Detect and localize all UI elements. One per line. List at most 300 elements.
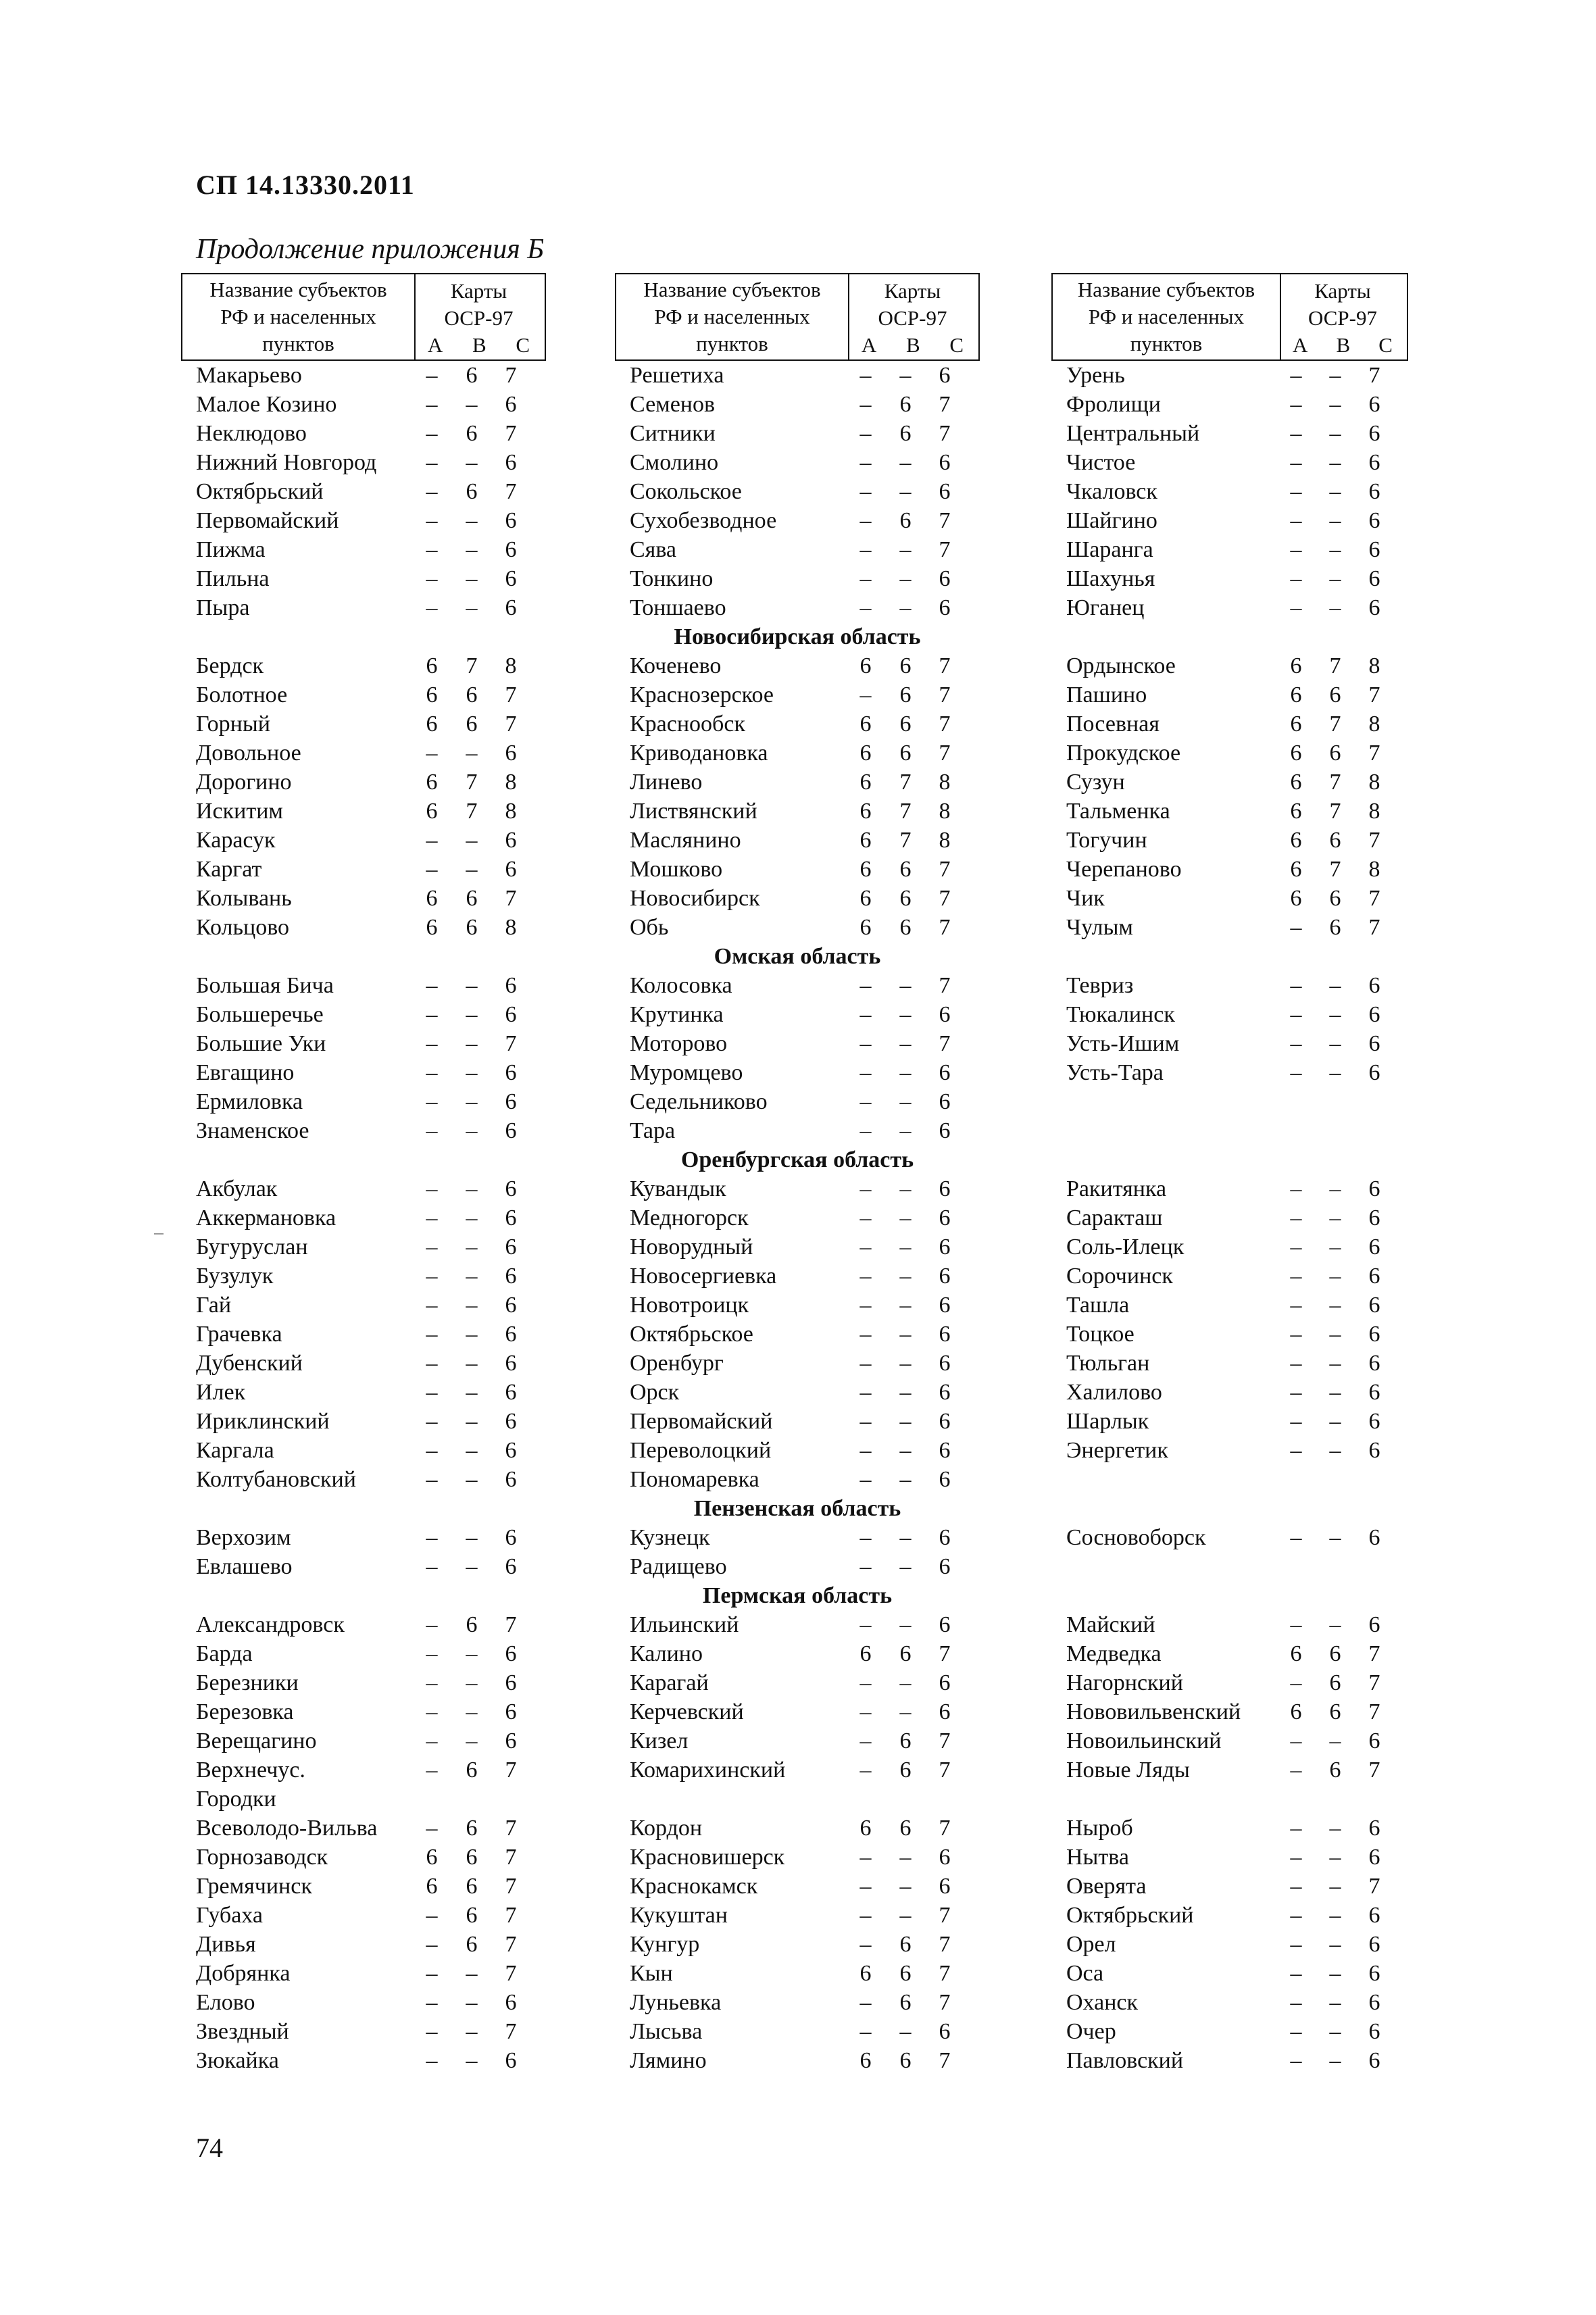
table-row xyxy=(181,1058,546,1087)
map-value-c: 6 xyxy=(939,479,951,504)
settlement-name: Тюкалинск xyxy=(1066,1002,1175,1027)
settlement-name: Сокольское xyxy=(630,479,742,504)
map-value-a: – xyxy=(859,1670,872,1695)
map-value-c: 6 xyxy=(939,1467,951,1492)
table-row xyxy=(181,506,546,535)
table-row xyxy=(615,710,980,739)
table-row xyxy=(1051,1233,1408,1262)
map-value-c: 7 xyxy=(939,1816,951,1841)
settlement-name: Нытва xyxy=(1066,1845,1129,1870)
table-row xyxy=(181,593,546,622)
map-value-b: – xyxy=(1329,1932,1341,1957)
table-row xyxy=(1051,1988,1408,2017)
header-name-cell xyxy=(616,274,849,359)
settlement-name: Пашино xyxy=(1066,682,1147,707)
map-value-c: 6 xyxy=(505,1641,517,1666)
map-value-a: 6 xyxy=(1290,741,1302,766)
map-value-a: 6 xyxy=(859,857,872,882)
map-value-c: 6 xyxy=(1368,1380,1380,1405)
map-value-a: – xyxy=(859,1874,872,1899)
settlement-name: Гремячинск xyxy=(196,1874,312,1899)
map-value-a: – xyxy=(1290,1728,1302,1753)
map-value-a: 6 xyxy=(426,770,438,795)
map-value-c: 6 xyxy=(505,1990,517,2015)
header-map-letter: В xyxy=(472,333,487,357)
region-heading: Пермская область xyxy=(702,1583,893,1608)
table-row xyxy=(615,680,980,710)
settlement-name: Аккермановка xyxy=(196,1205,336,1230)
settlement-name: Кордон xyxy=(630,1816,703,1841)
map-value-c: 6 xyxy=(939,566,951,591)
table-row xyxy=(1051,1000,1408,1029)
map-value-b: – xyxy=(1329,1235,1341,1260)
map-value-c: 6 xyxy=(505,741,517,766)
map-value-a: 6 xyxy=(426,886,438,911)
map-value-a: – xyxy=(859,508,872,533)
settlement-name: Кольцово xyxy=(196,915,290,940)
map-value-c: 7 xyxy=(1368,741,1380,766)
map-value-b: 6 xyxy=(899,1961,912,1986)
map-value-a: – xyxy=(1290,363,1302,388)
map-value-a: – xyxy=(426,1758,438,1783)
map-value-b: 6 xyxy=(899,2048,912,2073)
map-value-c: 7 xyxy=(505,682,517,707)
table-row xyxy=(615,1174,980,1203)
table-row xyxy=(1051,1959,1408,1988)
settlement-name: Сухобезводное xyxy=(630,508,777,533)
header-map-letter: С xyxy=(949,333,964,357)
map-value-b: – xyxy=(466,1060,478,1085)
map-value-b: 6 xyxy=(466,712,478,737)
map-value-a: – xyxy=(859,537,872,562)
table-row xyxy=(181,1320,546,1349)
map-value-c: 6 xyxy=(1368,1409,1380,1434)
table-row xyxy=(615,1436,980,1465)
map-value-c: 6 xyxy=(1368,1293,1380,1318)
map-value-a: – xyxy=(1290,421,1302,446)
settlement-name: Новосибирск xyxy=(630,886,760,911)
map-value-b: – xyxy=(466,450,478,475)
map-value-a: – xyxy=(426,741,438,766)
map-value-c: 7 xyxy=(1368,682,1380,707)
map-value-a: – xyxy=(426,1816,438,1841)
map-value-b: – xyxy=(899,1205,912,1230)
map-value-c: 6 xyxy=(505,1176,517,1201)
map-value-b: – xyxy=(899,1089,912,1114)
settlement-name: Дивья xyxy=(196,1932,256,1957)
settlement-name: Новорудный xyxy=(630,1235,753,1260)
map-value-b: – xyxy=(466,1235,478,1260)
settlement-name: Красновишерск xyxy=(630,1845,785,1870)
settlement-name: Шарлык xyxy=(1066,1409,1149,1434)
table-row xyxy=(181,1407,546,1436)
table-row xyxy=(181,855,546,884)
map-value-c: 7 xyxy=(939,915,951,940)
map-value-b: 7 xyxy=(466,770,478,795)
table-row xyxy=(181,1523,546,1552)
settlement-name: Александровск xyxy=(196,1612,345,1637)
table-row xyxy=(181,1116,546,1145)
map-value-c: 6 xyxy=(1368,450,1380,475)
map-value-b: – xyxy=(1329,1961,1341,1986)
table-row xyxy=(615,1029,980,1058)
map-value-a: – xyxy=(426,1932,438,1957)
table-rows xyxy=(615,361,980,2075)
table-row xyxy=(181,1959,546,1988)
table-row xyxy=(181,1262,546,1291)
table-row xyxy=(181,1756,546,1785)
table-row xyxy=(615,797,980,826)
table-row xyxy=(615,564,980,593)
map-value-b: – xyxy=(466,566,478,591)
map-value-b: – xyxy=(1329,1293,1341,1318)
map-value-b: 6 xyxy=(899,653,912,678)
map-value-a: – xyxy=(1290,1525,1302,1550)
map-value-b: 6 xyxy=(899,392,912,417)
map-value-a: – xyxy=(1290,1205,1302,1230)
header-name-cell xyxy=(1053,274,1281,359)
map-value-c: 8 xyxy=(939,770,951,795)
map-value-c: 7 xyxy=(939,1932,951,1957)
map-value-a: 6 xyxy=(859,1961,872,1986)
map-value-a: – xyxy=(426,1293,438,1318)
map-value-c: 6 xyxy=(1368,1816,1380,1841)
map-value-b: – xyxy=(1329,479,1341,504)
table-row xyxy=(181,1233,546,1262)
map-value-b: – xyxy=(1329,421,1341,446)
settlement-name: Большие Уки xyxy=(196,1031,326,1056)
map-value-b: – xyxy=(1329,1438,1341,1463)
settlement-name: Карасук xyxy=(196,828,276,853)
settlement-name: Посевная xyxy=(1066,712,1159,737)
table-row xyxy=(1051,1930,1408,1959)
map-value-a: – xyxy=(426,479,438,504)
map-value-b: 6 xyxy=(1329,1758,1341,1783)
table-row xyxy=(1051,1697,1408,1726)
map-value-b: 6 xyxy=(466,479,478,504)
map-value-c: 6 xyxy=(505,508,517,533)
map-value-b: – xyxy=(899,973,912,998)
map-value-c: 8 xyxy=(1368,712,1380,737)
map-value-a: – xyxy=(1290,1322,1302,1347)
map-value-a: 6 xyxy=(859,741,872,766)
header-maps-text: Карты xyxy=(884,279,941,303)
table-row xyxy=(615,1988,980,2017)
map-value-b: 7 xyxy=(466,799,478,824)
map-value-b: – xyxy=(899,537,912,562)
map-value-b: 6 xyxy=(899,1932,912,1957)
table-row xyxy=(615,448,980,477)
table-row xyxy=(181,564,546,593)
map-value-a: – xyxy=(1290,915,1302,940)
map-value-b: 6 xyxy=(899,1990,912,2015)
map-value-c: 6 xyxy=(939,363,951,388)
map-value-b: – xyxy=(1329,2019,1341,2044)
map-value-a: – xyxy=(1290,1380,1302,1405)
map-value-b: 6 xyxy=(466,1816,478,1841)
map-value-b: 6 xyxy=(466,1612,478,1637)
map-value-b: – xyxy=(466,857,478,882)
table-row xyxy=(615,1262,980,1291)
map-value-c: 6 xyxy=(939,1874,951,1899)
map-value-b: – xyxy=(466,1438,478,1463)
table-row xyxy=(1051,1668,1408,1697)
map-value-c: 7 xyxy=(505,1903,517,1928)
settlement-name: Большеречье xyxy=(196,1002,324,1027)
table-row xyxy=(615,1872,980,1901)
map-value-c: 7 xyxy=(939,973,951,998)
map-value-a: – xyxy=(1290,1235,1302,1260)
table-row xyxy=(181,1436,546,1465)
map-value-b: – xyxy=(1329,363,1341,388)
map-value-a: – xyxy=(426,1031,438,1056)
map-value-b: 6 xyxy=(466,1903,478,1928)
settlement-name: Березники xyxy=(196,1670,299,1695)
header-name-text: РФ и населенных xyxy=(1088,305,1245,328)
map-value-a: 6 xyxy=(859,770,872,795)
map-value-c: 6 xyxy=(1368,1235,1380,1260)
map-value-c: 7 xyxy=(939,421,951,446)
table-row xyxy=(1051,506,1408,535)
header-name-text: пунктов xyxy=(696,332,768,355)
settlement-name: Тюльган xyxy=(1066,1351,1150,1376)
map-value-c: 6 xyxy=(939,1380,951,1405)
table-row xyxy=(1051,593,1408,622)
map-value-b: 6 xyxy=(466,915,478,940)
map-value-a: 6 xyxy=(859,653,872,678)
map-value-b: – xyxy=(899,1903,912,1928)
map-value-a: – xyxy=(1290,392,1302,417)
map-value-b: – xyxy=(1329,1816,1341,1841)
map-value-c: 7 xyxy=(505,1816,517,1841)
map-value-c: 6 xyxy=(505,1409,517,1434)
spacer-row xyxy=(1051,1785,1408,1814)
map-value-b: – xyxy=(1329,508,1341,533)
map-value-c: 6 xyxy=(505,595,517,620)
map-value-a: 6 xyxy=(426,682,438,707)
map-value-c: 6 xyxy=(505,1089,517,1114)
map-value-a: – xyxy=(859,450,872,475)
map-value-c: 6 xyxy=(939,1264,951,1289)
settlement-name: Макарьево xyxy=(196,363,302,388)
table-row xyxy=(1051,1058,1408,1087)
settlement-name: Краснокамск xyxy=(630,1874,758,1899)
settlement-name: Шаранга xyxy=(1066,537,1153,562)
map-value-a: – xyxy=(859,1002,872,1027)
map-value-a: – xyxy=(426,1380,438,1405)
settlement-name: Нижний Новгород xyxy=(196,450,377,475)
page-number: 74 xyxy=(196,2133,223,2163)
map-value-b: – xyxy=(1329,1322,1341,1347)
header-maps-cell xyxy=(413,274,545,359)
map-value-b: – xyxy=(899,1060,912,1085)
map-value-c: 8 xyxy=(505,653,517,678)
map-value-a: 6 xyxy=(426,915,438,940)
table-row xyxy=(1051,1814,1408,1843)
settlement-name: Обь xyxy=(630,915,669,940)
map-value-a: – xyxy=(426,595,438,620)
table-row xyxy=(615,768,980,797)
map-value-c: 8 xyxy=(1368,653,1380,678)
map-value-b: 6 xyxy=(899,741,912,766)
map-value-c: 7 xyxy=(505,712,517,737)
map-value-a: 6 xyxy=(859,1816,872,1841)
map-value-a: – xyxy=(859,1438,872,1463)
settlement-name: Медногорск xyxy=(630,1205,749,1230)
table-row xyxy=(615,1523,980,1552)
map-value-c: 6 xyxy=(505,1554,517,1579)
map-value-a: – xyxy=(859,1845,872,1870)
settlement-name: Пижма xyxy=(196,537,266,562)
settlement-name: Седельниково xyxy=(630,1089,768,1114)
map-value-a: – xyxy=(1290,1176,1302,1201)
table-row xyxy=(615,1291,980,1320)
map-value-c: 6 xyxy=(939,1525,951,1550)
settlement-name: Малое Козино xyxy=(196,392,337,417)
header-map-letter: В xyxy=(905,333,920,357)
table-row xyxy=(1051,448,1408,477)
map-value-b: – xyxy=(466,1002,478,1027)
map-value-c: 8 xyxy=(1368,857,1380,882)
map-value-a: 6 xyxy=(1290,712,1302,737)
map-value-a: – xyxy=(859,1380,872,1405)
map-value-c: 7 xyxy=(505,479,517,504)
map-value-a: – xyxy=(1290,1409,1302,1434)
table-row xyxy=(1051,1726,1408,1756)
map-value-a: – xyxy=(859,1351,872,1376)
map-value-b: – xyxy=(899,566,912,591)
map-value-c: 6 xyxy=(939,1554,951,1579)
map-value-a: – xyxy=(1290,508,1302,533)
map-value-b: – xyxy=(1329,1525,1341,1550)
table-row xyxy=(615,593,980,622)
map-value-a: 6 xyxy=(426,799,438,824)
header-name-text: Название субъектов xyxy=(1077,278,1255,301)
map-value-a: – xyxy=(1290,1060,1302,1085)
map-value-c: 8 xyxy=(505,799,517,824)
map-value-b: – xyxy=(899,1467,912,1492)
table-row xyxy=(1051,1262,1408,1291)
table-row xyxy=(615,1843,980,1872)
map-value-c: 8 xyxy=(1368,799,1380,824)
map-value-a: – xyxy=(859,421,872,446)
map-value-c: 6 xyxy=(1368,1002,1380,1027)
map-value-a: – xyxy=(1290,1002,1302,1027)
map-value-c: 6 xyxy=(1368,1031,1380,1056)
map-value-a: – xyxy=(426,1961,438,1986)
map-value-b: – xyxy=(1329,595,1341,620)
settlement-name: Усть-Тара xyxy=(1066,1060,1164,1085)
spacer-row xyxy=(1051,1116,1408,1145)
map-value-a: – xyxy=(426,1060,438,1085)
table-row xyxy=(181,1872,546,1901)
map-value-b: – xyxy=(1329,1002,1341,1027)
map-value-c: 6 xyxy=(939,1612,951,1637)
map-value-c: 6 xyxy=(1368,508,1380,533)
settlement-name: Переволоцкий xyxy=(630,1438,772,1463)
settlement-name: Колосовка xyxy=(630,973,732,998)
map-value-c: 7 xyxy=(1368,1641,1380,1666)
map-value-a: – xyxy=(426,1525,438,1550)
table-row xyxy=(1051,826,1408,855)
settlement-name: Октябрьский xyxy=(196,479,324,504)
header-name-text: Название субъектов xyxy=(643,278,821,301)
map-value-b: 6 xyxy=(899,1816,912,1841)
table-row xyxy=(181,1988,546,2017)
table-row xyxy=(181,913,546,942)
map-value-c: 7 xyxy=(505,1845,517,1870)
table-row xyxy=(615,390,980,419)
map-value-a: – xyxy=(1290,566,1302,591)
map-value-b: – xyxy=(899,595,912,620)
map-value-c: 6 xyxy=(1368,1903,1380,1928)
map-value-b: – xyxy=(899,1322,912,1347)
table-row xyxy=(615,855,980,884)
table-row xyxy=(1051,1872,1408,1901)
settlement-name: Первомайский xyxy=(630,1409,773,1434)
table-row xyxy=(181,1697,546,1726)
table-row xyxy=(181,1291,546,1320)
map-value-c: 6 xyxy=(939,1845,951,1870)
settlement-name: Неклюдово xyxy=(196,421,307,446)
map-value-a: – xyxy=(859,1990,872,2015)
map-value-c: 6 xyxy=(1368,566,1380,591)
table-row xyxy=(1051,739,1408,768)
table-row xyxy=(615,1407,980,1436)
table-row xyxy=(181,1552,546,1581)
map-value-b: – xyxy=(1329,1728,1341,1753)
table-row xyxy=(1051,1843,1408,1872)
map-value-a: – xyxy=(1290,1961,1302,1986)
map-value-c: 6 xyxy=(505,1264,517,1289)
table-row xyxy=(615,1959,980,1988)
map-value-c: 6 xyxy=(939,1438,951,1463)
table-row xyxy=(615,1000,980,1029)
map-value-b: – xyxy=(466,595,478,620)
table-row xyxy=(1051,1349,1408,1378)
map-value-a: – xyxy=(426,1089,438,1114)
table-row xyxy=(181,739,546,768)
map-value-c: 6 xyxy=(505,1525,517,1550)
map-value-b: 7 xyxy=(1329,770,1341,795)
settlement-name: Коченево xyxy=(630,653,722,678)
table-row xyxy=(615,1320,980,1349)
header-name-text: РФ и населенных xyxy=(220,305,376,328)
map-value-c: 7 xyxy=(1368,828,1380,853)
settlement-name: Тонкино xyxy=(630,566,714,591)
map-value-b: 6 xyxy=(1329,682,1341,707)
map-value-b: – xyxy=(466,1961,478,1986)
map-value-a: – xyxy=(426,1903,438,1928)
map-value-a: – xyxy=(426,857,438,882)
map-value-b: 6 xyxy=(899,1758,912,1783)
settlement-name: Прокудское xyxy=(1066,741,1181,766)
settlement-name: Пыра xyxy=(196,595,250,620)
map-value-a: – xyxy=(859,1554,872,1579)
map-value-b: – xyxy=(1329,1205,1341,1230)
map-value-b: – xyxy=(899,1293,912,1318)
map-value-a: – xyxy=(1290,1351,1302,1376)
settlement-name: Кын xyxy=(630,1961,673,1986)
settlement-name: Шахунья xyxy=(1066,566,1155,591)
map-value-c: 6 xyxy=(505,857,517,882)
map-value-c: 7 xyxy=(505,1932,517,1957)
map-value-a: – xyxy=(859,682,872,707)
region-heading: Омская область xyxy=(714,944,881,969)
settlement-name: Горный xyxy=(196,712,270,737)
map-value-c: 6 xyxy=(939,1176,951,1201)
map-value-a: – xyxy=(1290,1903,1302,1928)
